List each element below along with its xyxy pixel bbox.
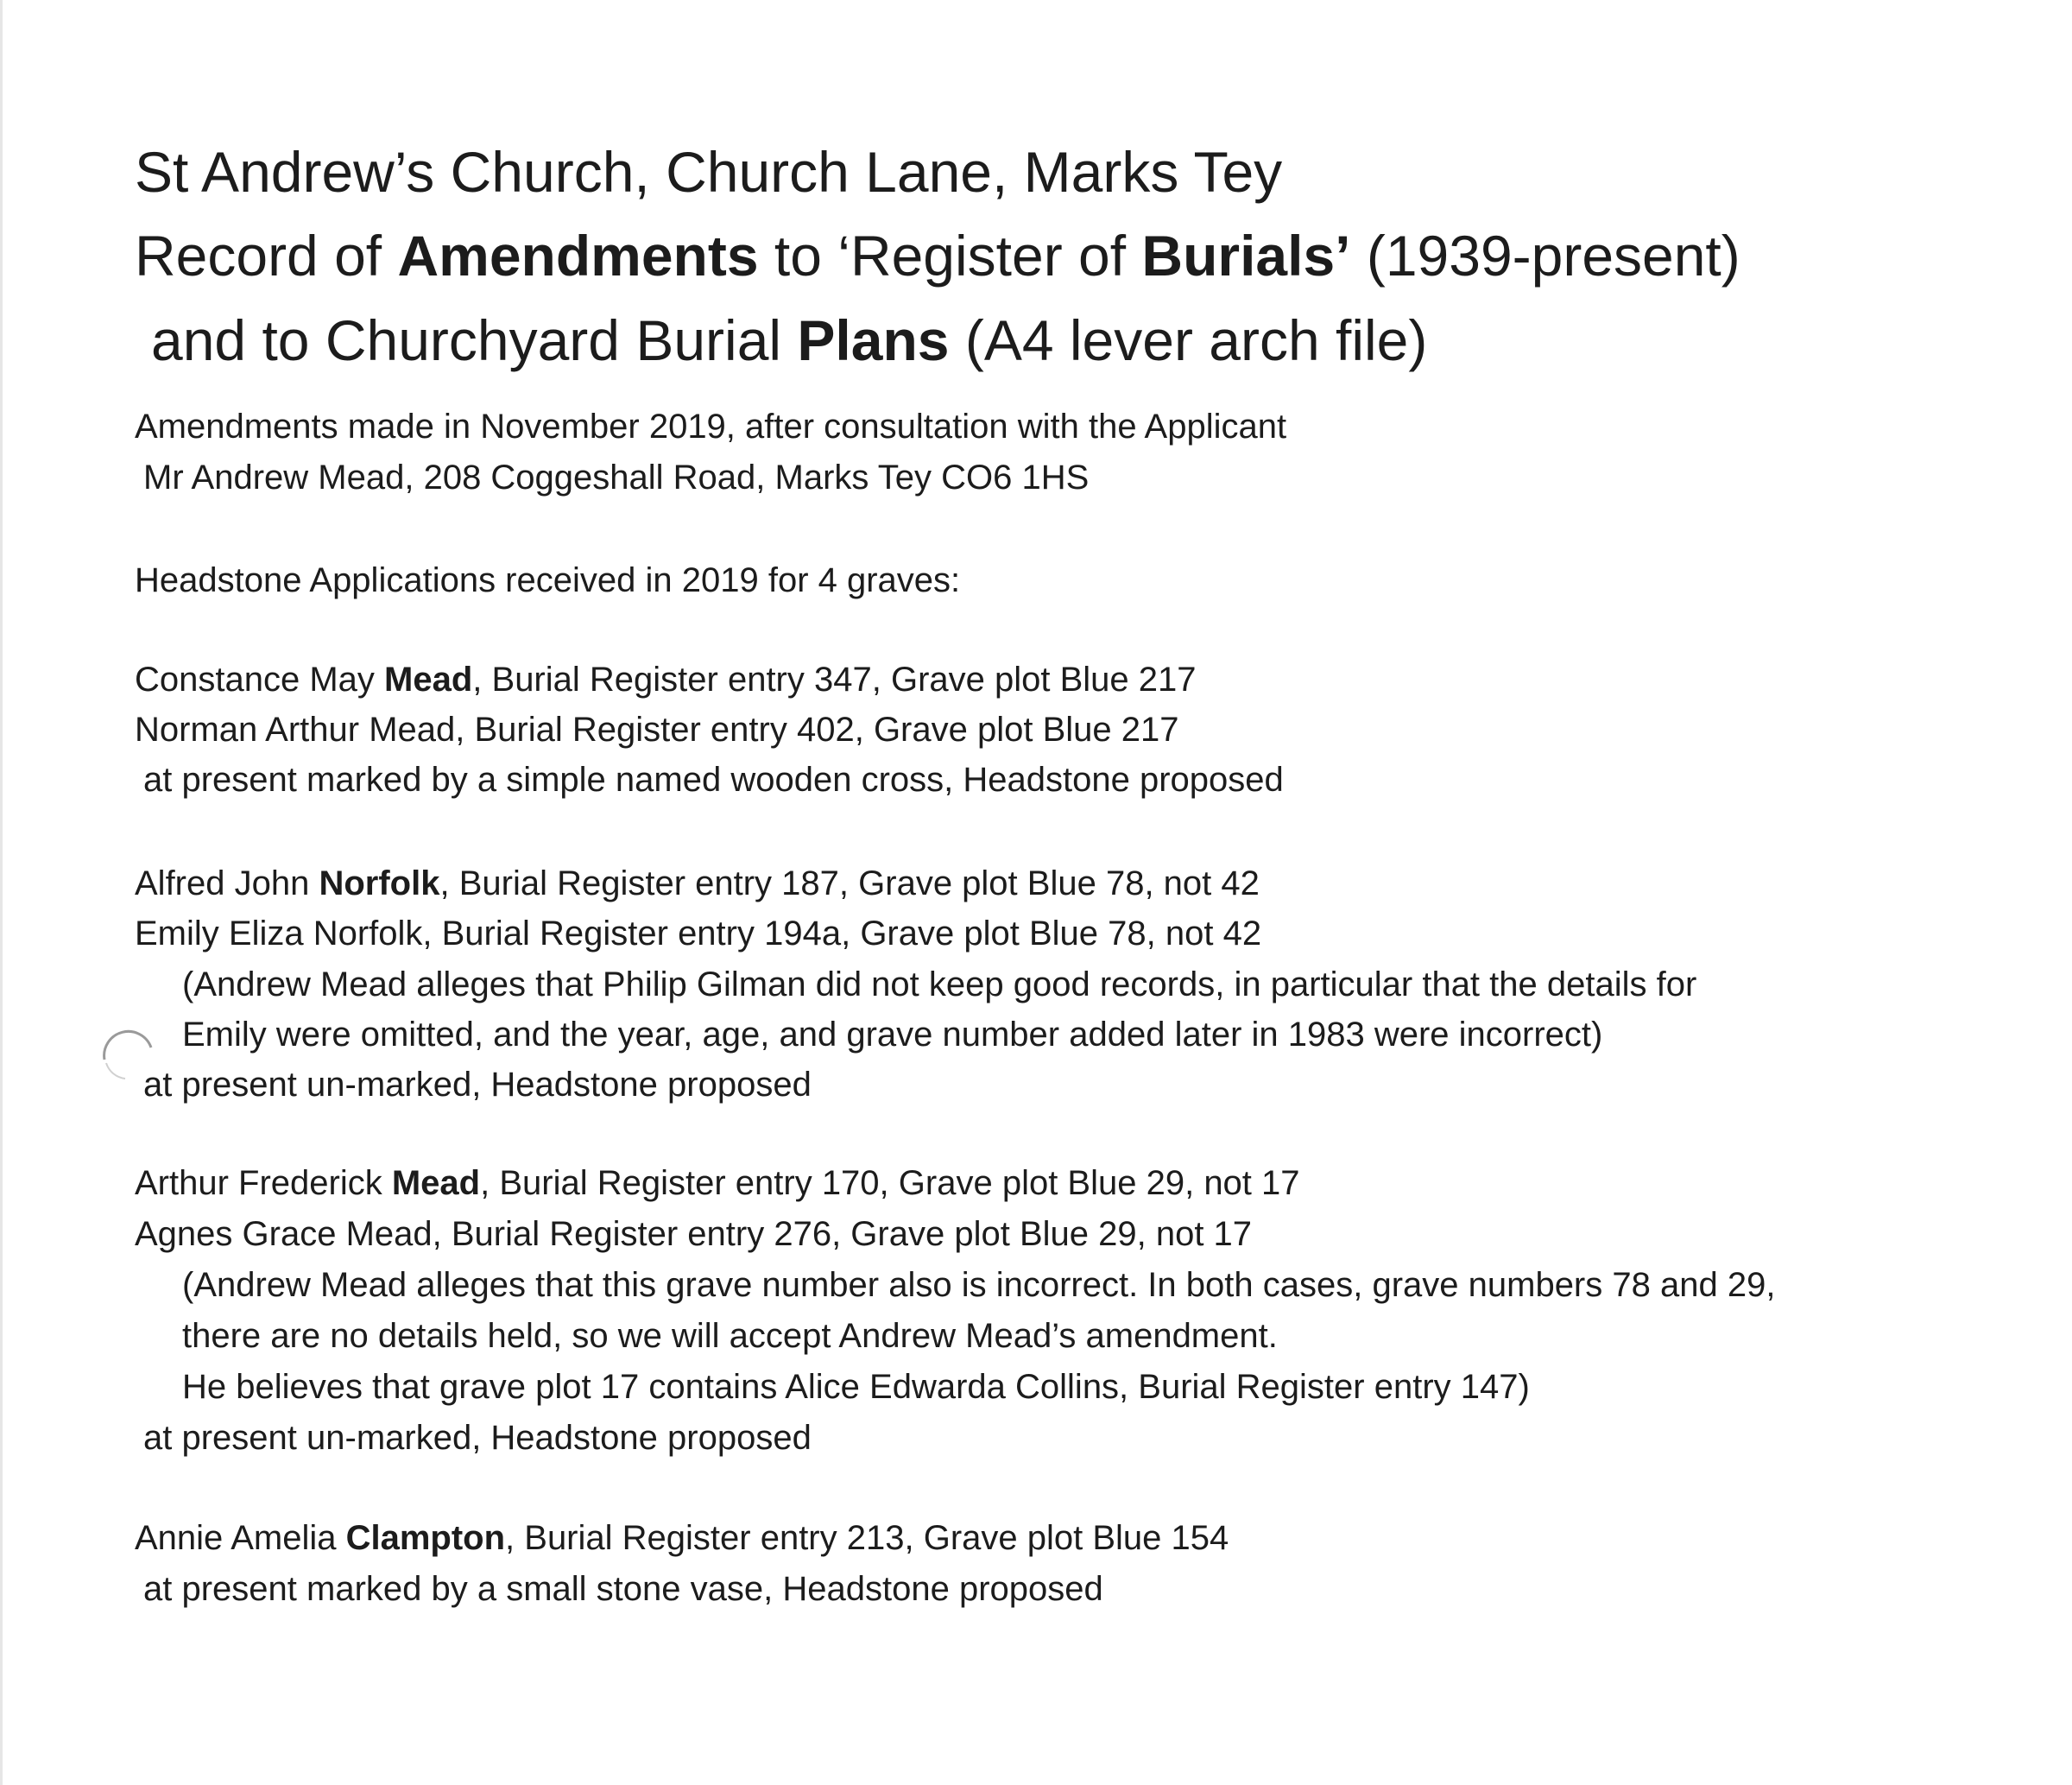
applications-summary: Headstone Applications received in 2019 for 4 graves: [135, 561, 961, 599]
grave-note-line: He believes that grave plot 17 contains Alice Edwarda Collins, Burial Register entry 147) [182, 1368, 1530, 1406]
entry-surname: Mead [391, 1164, 481, 1202]
entry-text: , Burial Register entry 347, Grave plot Blue 217 [472, 661, 1197, 699]
grave-entry-line: Agnes Grace Mead, Burial Register entry 276, Grave plot Blue 29, not 17 [135, 1215, 1253, 1253]
entry-text: Arthur Frederick [135, 1164, 392, 1202]
grave-note-line: Emily were omitted, and the year, age, and grave number added later in 1983 were incorrect) [182, 1016, 1603, 1054]
entry-text: , Burial Register entry 170, Grave plot Blue 29, not 17 [480, 1164, 1300, 1202]
grave-note-line: there are no details held, so we will accept Andrew Mead’s amendment. [182, 1317, 1278, 1355]
grave-note-line: (Andrew Mead alleges that Philip Gilman did not keep good records, in particular that the details for [182, 965, 1697, 1003]
title-text: (A4 lever arch file) [949, 308, 1428, 372]
punch-hole-mark-icon [99, 1025, 156, 1082]
title-bold-amendments: Amendments [397, 224, 759, 288]
grave-entry-line [135, 1513, 1229, 1563]
document-title-line-2 [135, 213, 1740, 298]
title-text: to ‘Register of [758, 224, 1142, 288]
grave-status-line: at present un-marked, Headstone proposed [143, 1419, 812, 1457]
entry-surname: Mead [384, 661, 473, 699]
grave-note-line: (Andrew Mead alleges that this grave number also is incorrect. In both cases, grave numbers 78 and 29, [182, 1266, 1776, 1304]
applicant-line: Mr Andrew Mead, 208 Coggeshall Road, Marks Tey CO6 1HS [143, 459, 1090, 497]
entry-surname: Norfolk [319, 864, 440, 902]
document-title-line-3 [151, 298, 1427, 383]
title-text: and to Churchyard Burial [151, 308, 798, 372]
title-text: (1939-present) [1350, 224, 1740, 288]
entry-text: Constance May [135, 661, 385, 699]
grave-entry-line: Emily Eliza Norfolk, Burial Register entry 194a, Grave plot Blue 78, not 42 [135, 915, 1262, 953]
title-text: Record of [135, 224, 398, 288]
grave-status-line: at present un-marked, Headstone proposed [143, 1066, 812, 1104]
title-bold-burials: Burials’ [1141, 224, 1351, 288]
grave-status-line: at present marked by a simple named wooden cross, Headstone proposed [143, 761, 1284, 799]
grave-status-line: at present marked by a small stone vase, Headstone proposed [143, 1570, 1103, 1608]
entry-surname: Clampton [345, 1519, 506, 1557]
grave-entry-line [135, 858, 1260, 908]
grave-entry-line: Norman Arthur Mead, Burial Register entry 402, Grave plot Blue 217 [135, 711, 1179, 749]
document-title-line-1 [135, 130, 1282, 214]
church-name: St Andrew’s Church, Church Lane, Marks Tey [135, 140, 1283, 204]
entry-text: Alfred John [135, 864, 319, 902]
entry-text: Annie Amelia [135, 1519, 346, 1557]
entry-text: , Burial Register entry 187, Grave plot Blue 78, not 42 [439, 864, 1260, 902]
entry-text: , Burial Register entry 213, Grave plot Blue 154 [505, 1519, 1229, 1557]
title-bold-plans: Plans [797, 308, 950, 372]
grave-entry-line [135, 1158, 1300, 1208]
grave-entry-line [135, 655, 1197, 705]
intro-line: Amendments made in November 2019, after consultation with the Applicant [135, 408, 1287, 446]
